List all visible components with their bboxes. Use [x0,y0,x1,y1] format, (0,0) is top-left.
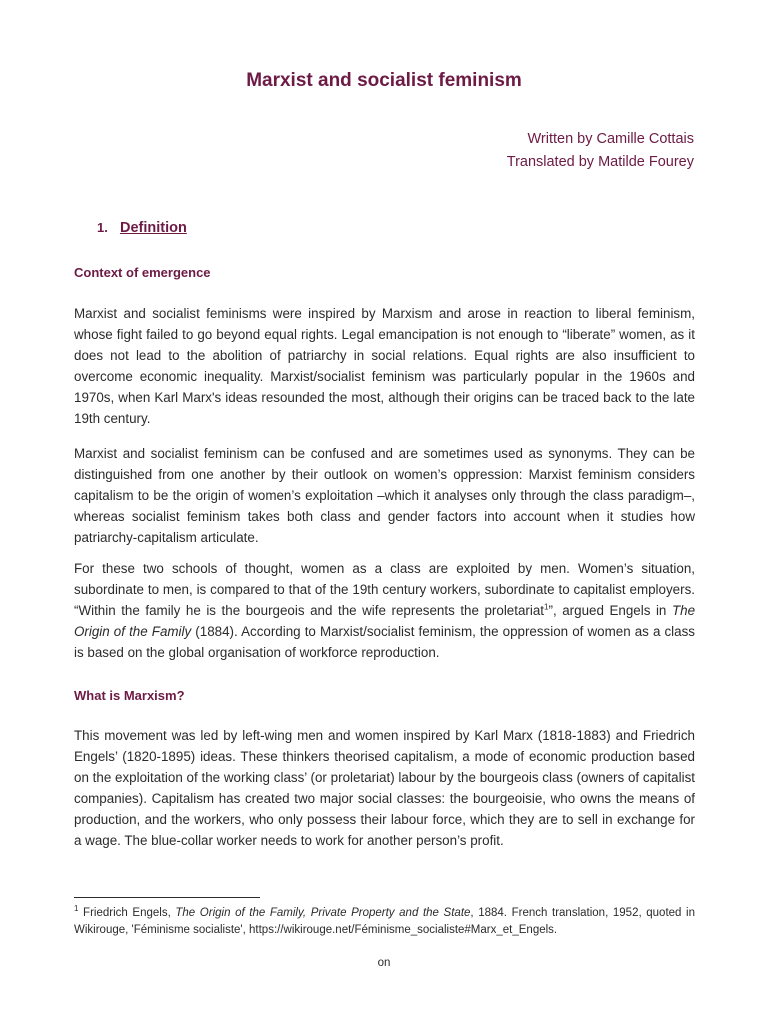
author-line: Written by Camille Cottais [527,131,694,147]
paragraph-3-text-b: ”, argued Engels in [548,603,672,618]
page-number: on [377,957,391,969]
paragraph-2: Marxist and socialist feminism can be confused and are sometimes used as synonyms. They can be distinguished from one another by their outlook on women’s oppression: Marxist feminism considers capitalism to be the origin of women’s exploitation –which it analyses only through the class paradigm–, whereas socialist feminism takes both class and gender factors into account when it studies how patriarchy-capitalism articulate. [74,446,695,545]
section-heading [97,220,187,236]
document-title: Marxist and socialist feminism [246,70,522,91]
translator-line: Translated by Matilde Fourey [506,154,694,170]
section-label: Definition [120,220,187,236]
footnote-text-post: , 1884. French translation, 1952, quoted in Wikirouge, 'Féminisme socialiste', https://wikirouge.net/Féminisme_socialiste#Marx_et_Engels. [74,907,695,936]
footnote-separator [74,897,260,898]
footnote-marker: 1 [74,904,79,914]
book-title-italic: The Origin of the Family [74,603,696,639]
subheading-context: Context of emergence [74,265,211,280]
paragraph-3 [74,558,695,663]
paragraph-1: Marxist and socialist feminisms were inspired by Marxism and arose in reaction to liberal feminism, whose fight failed to go beyond equal rights. Legal emancipation is not enough to “liberate” women, as it does not lead to the abolition of patriarchy in social relations. Equal rights are also insufficient to overcome economic inequality. Marxist/socialist feminism was particularly popular in the 1960s and 1970s, when Karl Marx's ideas resounded the most, although their origins can be traced back to the late 19th century. [74,306,695,426]
footnote-reference: 1 [544,602,549,612]
paragraph-3-text-a: For these two schools of thought, women as a class are exploited by men. Women’s situation, subordinate to men, is compared to that of the 19th century workers, subordinate to capitalist employers. “Within the family he is the bourgeois and the wife represents the proletariat [74,561,695,618]
footnote [74,905,695,939]
footnote-italic-title: The Origin of the Family, Private Property and the State [175,907,471,919]
subheading-marxism: What is Marxism? [74,688,185,703]
section-number: 1. [97,220,108,235]
paragraph-3-text-c: (1884). According to Marxist/socialist feminism, the oppression of women as a class is based on the global organisation of workforce reproduction. [74,624,695,660]
paragraph-4: This movement was led by left-wing men and women inspired by Karl Marx (1818-1883) and Friedrich Engels’ (1820-1895) ideas. These thinkers theorised capitalism, a mode of economic production based on the exploitation of the working class’ (or proletariat) labour by the bourgeois class (owners of capitalist companies). Capitalism has created two major social classes: the bourgeoisie, who owns the means of production, and the workers, who only possess their labour force, which they are to sell in exchange for a wage. The blue-collar worker needs to work for another person’s profit. [74,728,695,848]
footnote-text-pre: Friedrich Engels, [78,907,176,919]
